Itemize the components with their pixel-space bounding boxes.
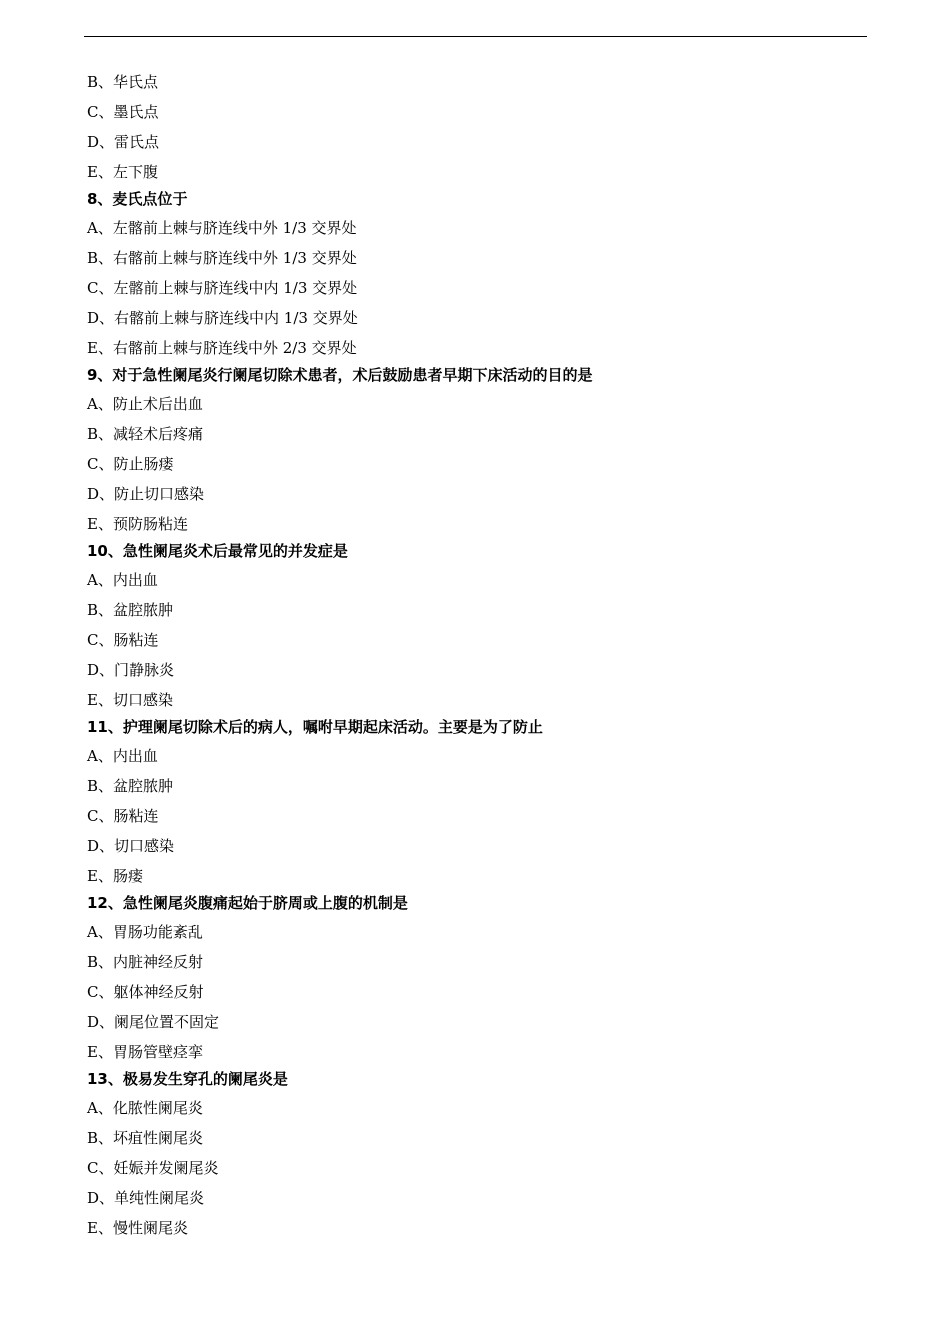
answer-option: D、切口感染: [87, 837, 175, 855]
answer-option: E、左下腹: [87, 163, 158, 181]
answer-option: B、减轻术后疼痛: [87, 425, 204, 443]
question-text: 11、护理阑尾切除术后的病人，嘱咐早期起床活动。主要是为了防止: [87, 718, 543, 736]
question-text: 9、对于急性阑尾炎行阑尾切除术患者，术后鼓励患者早期下床活动的目的是: [87, 366, 593, 384]
answer-option: B、内脏神经反射: [87, 953, 204, 971]
answer-option: D、阑尾位置不固定: [87, 1013, 220, 1031]
question-text: 10、急性阑尾炎术后最常见的并发症是: [87, 542, 348, 560]
answer-option: B、华氏点: [87, 73, 159, 91]
answer-option: C、躯体神经反射: [87, 983, 204, 1001]
answer-option: C、墨氏点: [87, 103, 159, 121]
answer-option: B、坏疽性阑尾炎: [87, 1129, 204, 1147]
answer-option: A、左髂前上棘与脐连线中外 1/3 交界处: [87, 219, 357, 237]
answer-option: D、防止切口感染: [87, 485, 205, 503]
answer-option: C、肠粘连: [87, 631, 159, 649]
answer-option: E、慢性阑尾炎: [87, 1219, 188, 1237]
answer-option: E、预防肠粘连: [87, 515, 188, 533]
answer-option: E、胃肠管壁痉挛: [87, 1043, 203, 1061]
question-text: 8、麦氏点位于: [87, 190, 188, 208]
answer-option: D、门静脉炎: [87, 661, 175, 679]
document-body: [87, 70, 867, 1246]
answer-option: C、左髂前上棘与脐连线中内 1/3 交界处: [87, 279, 358, 297]
answer-option: B、右髂前上棘与脐连线中外 1/3 交界处: [87, 249, 357, 267]
answer-option: C、肠粘连: [87, 807, 159, 825]
answer-option: E、肠瘘: [87, 867, 143, 885]
answer-option: A、内出血: [87, 747, 158, 765]
answer-option: A、防止术后出血: [87, 395, 203, 413]
answer-option: A、内出血: [87, 571, 158, 589]
answer-option: B、盆腔脓肿: [87, 777, 174, 795]
answer-option: B、盆腔脓肿: [87, 601, 174, 619]
answer-option: A、胃肠功能紊乱: [87, 923, 203, 941]
answer-option: C、防止肠瘘: [87, 455, 174, 473]
answer-option: D、雷氏点: [87, 133, 160, 151]
answer-option: E、切口感染: [87, 691, 173, 709]
answer-option: A、化脓性阑尾炎: [87, 1099, 203, 1117]
answer-option: E、右髂前上棘与脐连线中外 2/3 交界处: [87, 339, 357, 357]
answer-option: C、妊娠并发阑尾炎: [87, 1159, 219, 1177]
header-rule: [84, 36, 867, 37]
question-text: 13、极易发生穿孔的阑尾炎是: [87, 1070, 288, 1088]
answer-option: D、右髂前上棘与脐连线中内 1/3 交界处: [87, 309, 358, 327]
question-text: 12、急性阑尾炎腹痛起始于脐周或上腹的机制是: [87, 894, 408, 912]
answer-option: D、单纯性阑尾炎: [87, 1189, 205, 1207]
